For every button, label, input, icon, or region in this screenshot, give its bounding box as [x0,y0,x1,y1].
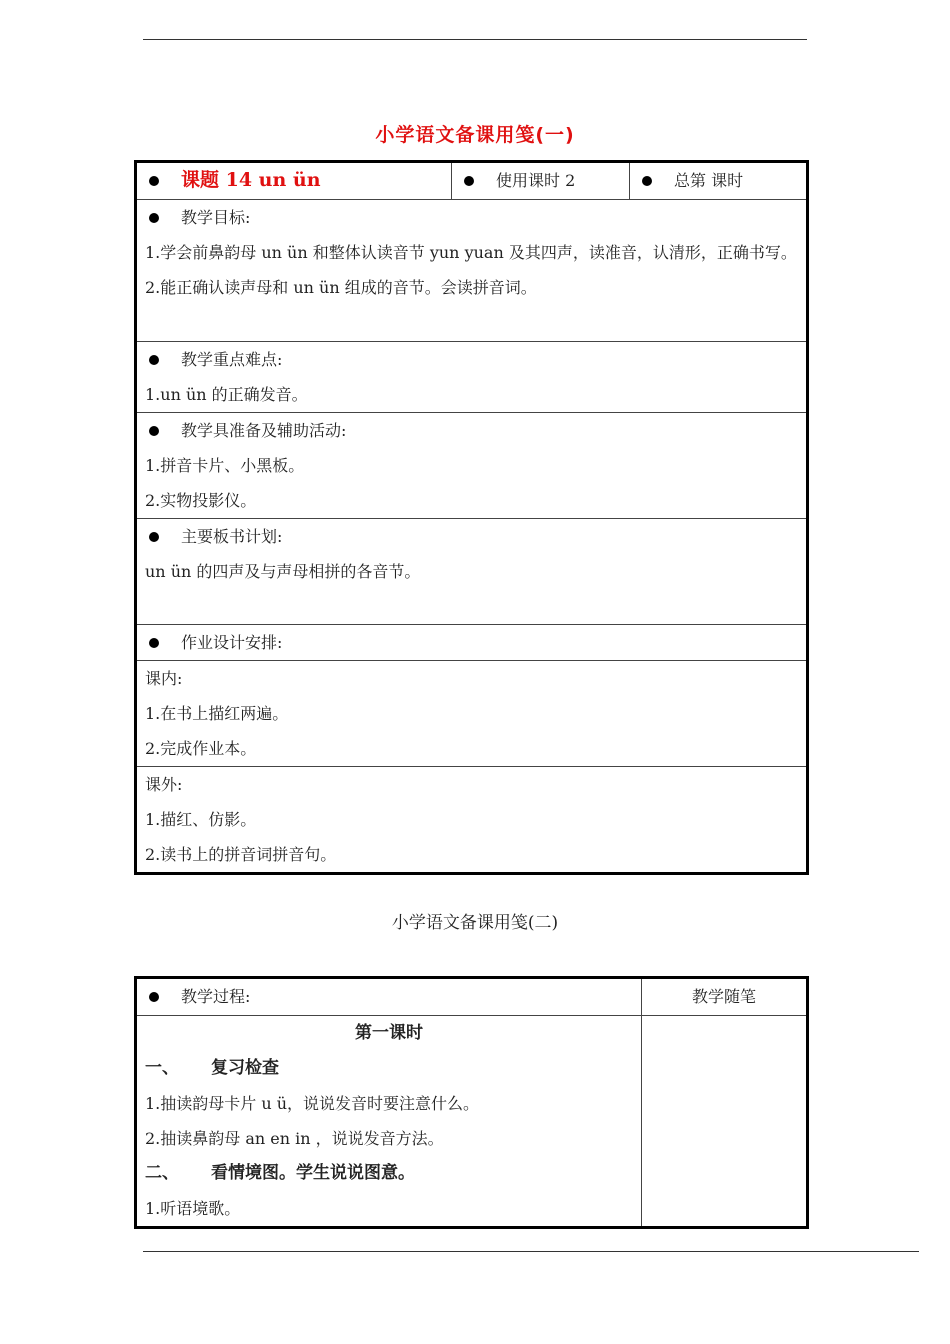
in-class-item: 1.在书上描红两遍。 [145,704,289,723]
lesson-topic: 课题 14 un ün [181,169,321,191]
topic-cell [136,162,452,200]
total-hours: 总第 课时 [674,171,744,190]
board-plan-heading: 主要板书计划: [181,527,283,546]
process-item: 1.抽读韵母卡片 u ü，说说发音时要注意什么。 [145,1094,480,1113]
goals-section [136,200,808,342]
lesson-plan-table-2 [134,976,809,1229]
goal-item: 2.能正确认读声母和 un ün 组成的音节。会读拼音词。 [145,278,537,297]
key-points-heading: 教学重点难点: [181,350,283,369]
key-point-item: 1.un ün 的正确发音。 [145,385,308,404]
header-rule [143,39,807,40]
goals-heading: 教学目标: [181,208,251,227]
in-class-item: 2.完成作业本。 [145,739,257,758]
bullet-icon [149,992,159,1002]
materials-section [136,413,808,519]
process-item: 1.听语境歌。 [145,1199,241,1218]
lesson-plan-table-1 [134,160,809,875]
board-plan-section [136,519,808,625]
in-class-label: 课内: [145,669,183,688]
key-points-section [136,342,808,413]
process-heading-cell [136,978,642,1016]
bullet-icon [149,426,159,436]
notes-heading: 教学随笔 [642,978,808,1016]
hours-used: 使用课时 2 [496,171,576,190]
section-number: 二、 [145,1163,179,1183]
bullet-icon [642,176,652,186]
bullet-icon [149,638,159,648]
homework-in-class [136,661,808,767]
section-title: 看情境图。学生说说图意。 [211,1163,415,1183]
material-item: 2.实物投影仪。 [145,491,257,510]
materials-heading: 教学具准备及辅助活动: [181,421,347,440]
bullet-icon [149,355,159,365]
bullet-icon [149,532,159,542]
after-class-item: 2.读书上的拼音词拼音句。 [145,845,337,864]
bullet-icon [149,176,159,186]
homework-after-class [136,767,808,874]
sheet2-title: 小学语文备课用笺(二) [391,913,559,933]
process-body [136,1016,642,1228]
material-item: 1.拼音卡片、小黑板。 [145,456,305,475]
homework-heading-cell [136,625,808,661]
hours-used-cell [452,162,630,200]
section-number: 一、 [145,1058,179,1078]
after-class-item: 1.描红、仿影。 [145,810,257,829]
footer-rule [143,1251,919,1252]
sheet1-title: 小学语文备课用笺(一) [375,124,575,146]
bullet-icon [464,176,474,186]
goal-item: 1.学会前鼻韵母 un ün 和整体认读音节 yun yuan 及其四声，读准音，认清形，正确书写。 [145,243,797,262]
total-hours-cell [630,162,808,200]
board-plan-item: un ün 的四声及与声母相拼的各音节。 [145,562,421,581]
lesson-title: 第一课时 [355,1023,423,1043]
process-heading: 教学过程: [181,987,251,1006]
process-item: 2.抽读鼻韵母 an en in ，说说发音方法。 [145,1129,444,1148]
bullet-icon [149,213,159,223]
after-class-label: 课外: [145,775,183,794]
notes-body [642,1016,808,1228]
homework-heading: 作业设计安排: [181,633,283,652]
section-title: 复习检查 [211,1058,279,1078]
